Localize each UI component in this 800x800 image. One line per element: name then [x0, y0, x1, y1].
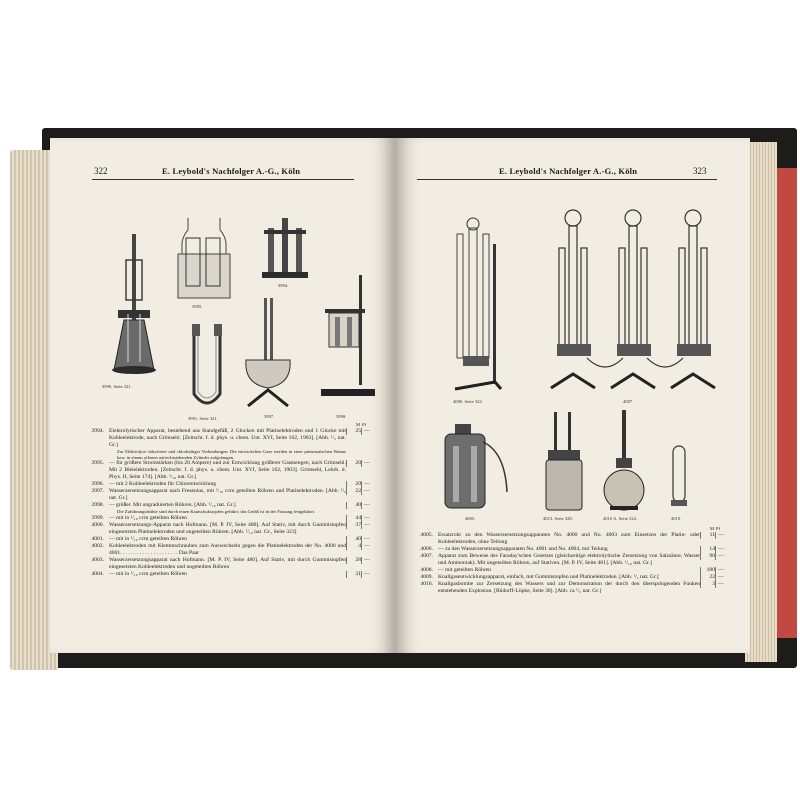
- entry-price-pfennig: —: [715, 553, 730, 560]
- entry-price-mark: 44: [346, 515, 361, 522]
- catalog-entry: [76, 502, 376, 509]
- figure-3998-apparatus: [315, 273, 385, 413]
- catalog-entry: [76, 515, 376, 522]
- catalog-entry: [76, 522, 376, 536]
- entry-price-pfennig: —: [715, 532, 730, 539]
- entry-price-mark: 37: [346, 522, 361, 529]
- entry-number: 4000.: [91, 521, 104, 528]
- entry-description: — für größere Stromstärken (bis 20 Ampere) und zur Entwicklung größerer Gasmengen, nach Grimsehl. Mit 2 Bleielektroden. [Zeitschr. f. d. phys. u. chem. Unt. XVI, Seite 162, 1903]. Grimsehl, Lehrb. d. Phys. II, Seite 174]. [Abb. ¹/₁₀ nat. Gr.]: [109, 460, 346, 481]
- entry-price-pfennig: —: [715, 567, 730, 574]
- entry-price-pfennig: —: [715, 581, 730, 588]
- entry-number: 3999.: [91, 514, 104, 521]
- figure-caption: 3991. Seite 321.: [188, 416, 218, 421]
- figure-3990-apparatus: [102, 230, 172, 378]
- entry-number: 3996.: [91, 481, 104, 488]
- entry-number: 4010.: [420, 581, 433, 587]
- entry-price-pfennig: —: [361, 571, 376, 578]
- entry-price-pfennig: —: [715, 574, 730, 581]
- catalog-entry: [76, 428, 376, 449]
- figure-caption: 4005.: [465, 516, 476, 521]
- entry-price-mark: 11: [700, 532, 715, 539]
- figure-caption: 3997.: [264, 414, 275, 419]
- entry-price-mark: 31: [346, 571, 361, 578]
- entry-price-pfennig: —: [361, 488, 376, 495]
- page-number: 323: [693, 166, 707, 176]
- figure-caption: 4010 A. Seite 324.: [603, 516, 638, 521]
- catalog-entry: [405, 567, 730, 574]
- page-header: E. Leybold's Nachfolger A.-G., Köln: [499, 166, 638, 176]
- page-header: E. Leybold's Nachfolger A.-G., Köln: [162, 166, 301, 176]
- figure-caption: 3990. Seite 321.: [102, 384, 132, 389]
- entry-description: Wasserzersetzungsapparat nach Fresenius, mit ¹/₁₀ ccm geteilten Röhren und Platinelektroden. [Abb. ¹/₅ nat. Gr.]: [109, 488, 346, 502]
- entry-price-pfennig: —: [361, 536, 376, 543]
- entry-description: — mit in ¹/₁₀ ccm geteilten Röhren: [109, 535, 187, 542]
- entry-number: 3994.: [91, 428, 104, 434]
- price-column-headers: [76, 421, 376, 428]
- figure-3994-apparatus: [260, 212, 310, 282]
- page-number: 322: [94, 166, 108, 176]
- entry-description: Wasserzersetzungsapparat nach Hofmann. [M. P. IV, Seite 480]. Auf Stativ, mit durch Gummistopfen eingesetzten Kohleelektroden und ungeteilten Röhren: [109, 556, 346, 570]
- entry-price-mark: 3: [700, 581, 715, 588]
- figure-4005-apparatus: [435, 422, 515, 512]
- entry-description: — mit in ¹/₁₀ ccm geteilten Röhren: [109, 514, 187, 521]
- entry-price-pfennig: —: [361, 460, 376, 467]
- entry-number: 4009.: [420, 574, 433, 580]
- header-rule: [417, 179, 717, 180]
- entry-price-mark: 40: [346, 536, 361, 543]
- column-header-pfennig: Pf: [362, 422, 367, 427]
- figure-4010a-flask: [600, 408, 650, 514]
- entry-description: Ersatzrohr zu den Wasserzersetzungsapparaten No. 4000 und No. 4003 zum Einsetzen der Platin- oder Kohleelektroden, ohne Teilung: [438, 532, 700, 545]
- entry-price-mark: 25: [346, 428, 361, 435]
- entry-number: 4002.: [91, 542, 104, 549]
- figure-4013-apparatus: [540, 410, 590, 514]
- entry-price-mark: 20: [346, 460, 361, 467]
- entry-number: 3998.: [91, 502, 104, 509]
- open-book: [10, 120, 800, 680]
- entry-description: Apparat zum Beweise des Faraday'schen Gesetzes (gleichzeitige elektrolytische Zersetzung von Salzsäure, Wasser und Ammoniak). Mit ungeteilten Röhren, auf Stativen. [M. P. IV, Seite 481]. [Abb. ¹/₁₀ nat. Gr.]: [438, 553, 700, 566]
- entry-description: Elektrolytischer Apparat, bestehend aus Standgefäß, 2 Glocken mit Platinelektroden und 1 Glocke mit Kohleelektrode, nach Grimsehl. [Zeitschr. f. d. phys. u. chem. Unt. XVI, Seite 162, 1903]. [Abb. ¹/₅ nat. Gr.]: [109, 428, 346, 448]
- catalog-entry: [76, 460, 376, 481]
- entry-price-mark: 40: [346, 502, 361, 509]
- figure-4000-apparatus: [449, 214, 505, 394]
- entry-price-mark: 14: [700, 546, 715, 553]
- column-header-pfennig: Pf: [716, 526, 721, 531]
- catalog-list: [76, 421, 376, 578]
- figure-caption: 4013. Seite 328.: [543, 516, 573, 521]
- entry-price-mark: 100: [700, 567, 715, 574]
- entry-description: — mit geteilten Röhren: [438, 567, 491, 573]
- column-header-mark: M: [709, 526, 714, 531]
- catalog-list: [405, 525, 730, 595]
- catalog-entry: [405, 553, 730, 567]
- entry-number: 4004.: [91, 570, 104, 577]
- catalog-entry: [405, 581, 730, 595]
- entry-description: Zur Elektrolyse chlorfreier und chlorhaltiger Verbindungen. Die entwickelten Gase werden in einer pneumatischen Wanne bzw. in einem offenen aufrechtstehenden Zylinder aufgefangen.: [117, 449, 346, 460]
- entry-price-mark: 28: [346, 557, 361, 564]
- catalog-entry: [405, 546, 730, 553]
- catalog-entry: [405, 532, 730, 546]
- entry-number: 4005.: [420, 532, 433, 538]
- figure-caption: 4010.: [671, 516, 682, 521]
- entry-price-pfennig: —: [361, 522, 376, 529]
- entry-number: 4006.: [420, 546, 433, 552]
- entry-description: Knallgasbombe zur Zersetzung des Wassers und zur Demonstration der durch den überspringenden Funken entstehenden Explosion. [Rüdorff-Lüpke, Seite 38]. [Abb. ca ¹/₅ nat. Gr.]: [438, 581, 700, 594]
- entry-number: 3995.: [91, 460, 104, 467]
- entry-price-pfennig: —: [361, 543, 376, 550]
- figure-3991-u-tube: [182, 316, 232, 416]
- entry-description: Wasserzersetzungs-Apparat nach Hofmann. [M. P. IV, Seite 480]. Auf Stativ, mit durch Gummistopfen eingesetzten Platinelektroden und ungeteilten Röhren. [Abb. ¹/₁₀ nat. Gr., Seite 323]: [109, 521, 346, 535]
- entry-price-pfennig: —: [361, 428, 376, 435]
- catalog-entry: [76, 536, 376, 543]
- entry-price-pfennig: —: [361, 515, 376, 522]
- catalog-entry: [76, 557, 376, 571]
- entry-description: Kohleelektroden mit Klemmschrauben zum Auswechseln gegen die Platinelektroden der No. 4000 und 4001. . . . . . . . . . . . . . . . . . . . . Das Paar: [109, 542, 346, 556]
- figure-caption: 4000. Seite 322.: [453, 399, 483, 404]
- entry-number: 4001.: [91, 535, 104, 542]
- entry-price-mark: 90: [700, 553, 715, 560]
- catalog-note: [76, 449, 376, 460]
- catalog-entry: [76, 488, 376, 502]
- price-column-headers: [405, 525, 730, 532]
- figure-caption: 3994.: [278, 283, 289, 288]
- entry-price-pfennig: —: [715, 546, 730, 553]
- entry-description: — mit 2 Kohleelektroden für Chlorentwicklung: [109, 481, 217, 488]
- catalog-entry: [76, 571, 376, 578]
- catalog-entry: [76, 481, 376, 488]
- entry-price-pfennig: —: [361, 557, 376, 564]
- entry-number: 4008.: [420, 567, 433, 573]
- entry-number: 3997.: [91, 488, 104, 495]
- entry-price-mark: 20: [346, 481, 361, 488]
- entry-price-pfennig: —: [361, 481, 376, 488]
- entry-description: — größer. Mit ungraduierten Röhren. [Abb. ¹/₁₀ nat. Gr.]: [109, 502, 236, 509]
- figure-4007-faraday-apparatus: [545, 208, 725, 394]
- entry-price-mark: 22: [346, 488, 361, 495]
- entry-number: 4007.: [420, 553, 433, 559]
- entry-description: — zu den Wasserzersetzungsapparaten No. 4001 und No. 4004, mit Teilung: [438, 546, 608, 552]
- figure-3997-apparatus: [240, 294, 295, 409]
- figure-3995-apparatus: [174, 216, 234, 306]
- entry-price-pfennig: —: [361, 502, 376, 509]
- figure-caption: 3995.: [192, 304, 203, 309]
- figure-caption: 3998.: [336, 414, 347, 419]
- right-page: [395, 138, 750, 653]
- column-header-mark: M: [355, 422, 360, 427]
- figure-4010-knallgasbombe: [667, 442, 691, 512]
- entry-price-mark: 4: [346, 543, 361, 550]
- header-rule: [92, 179, 354, 180]
- entry-description: Knallgasentwicklungsapparat, einfach, mit Gummistopfen und Platinelektroden. [Abb. ¹/₅ nat. Gr.]: [438, 574, 659, 580]
- entry-description: Die Zuführungsdrähte sind durch einen Kautschukstopfen geführt; das Gefäß ist in der Fassung festgekittet.: [117, 509, 315, 515]
- entry-price-mark: 22: [700, 574, 715, 581]
- catalog-entry: [405, 574, 730, 581]
- left-page: [50, 138, 395, 653]
- catalog-entry: [76, 543, 376, 557]
- figure-caption: 4007.: [623, 399, 634, 404]
- entry-number: 4003.: [91, 556, 104, 563]
- entry-description: — mit in ¹/₁₀ ccm geteilten Röhren: [109, 570, 187, 577]
